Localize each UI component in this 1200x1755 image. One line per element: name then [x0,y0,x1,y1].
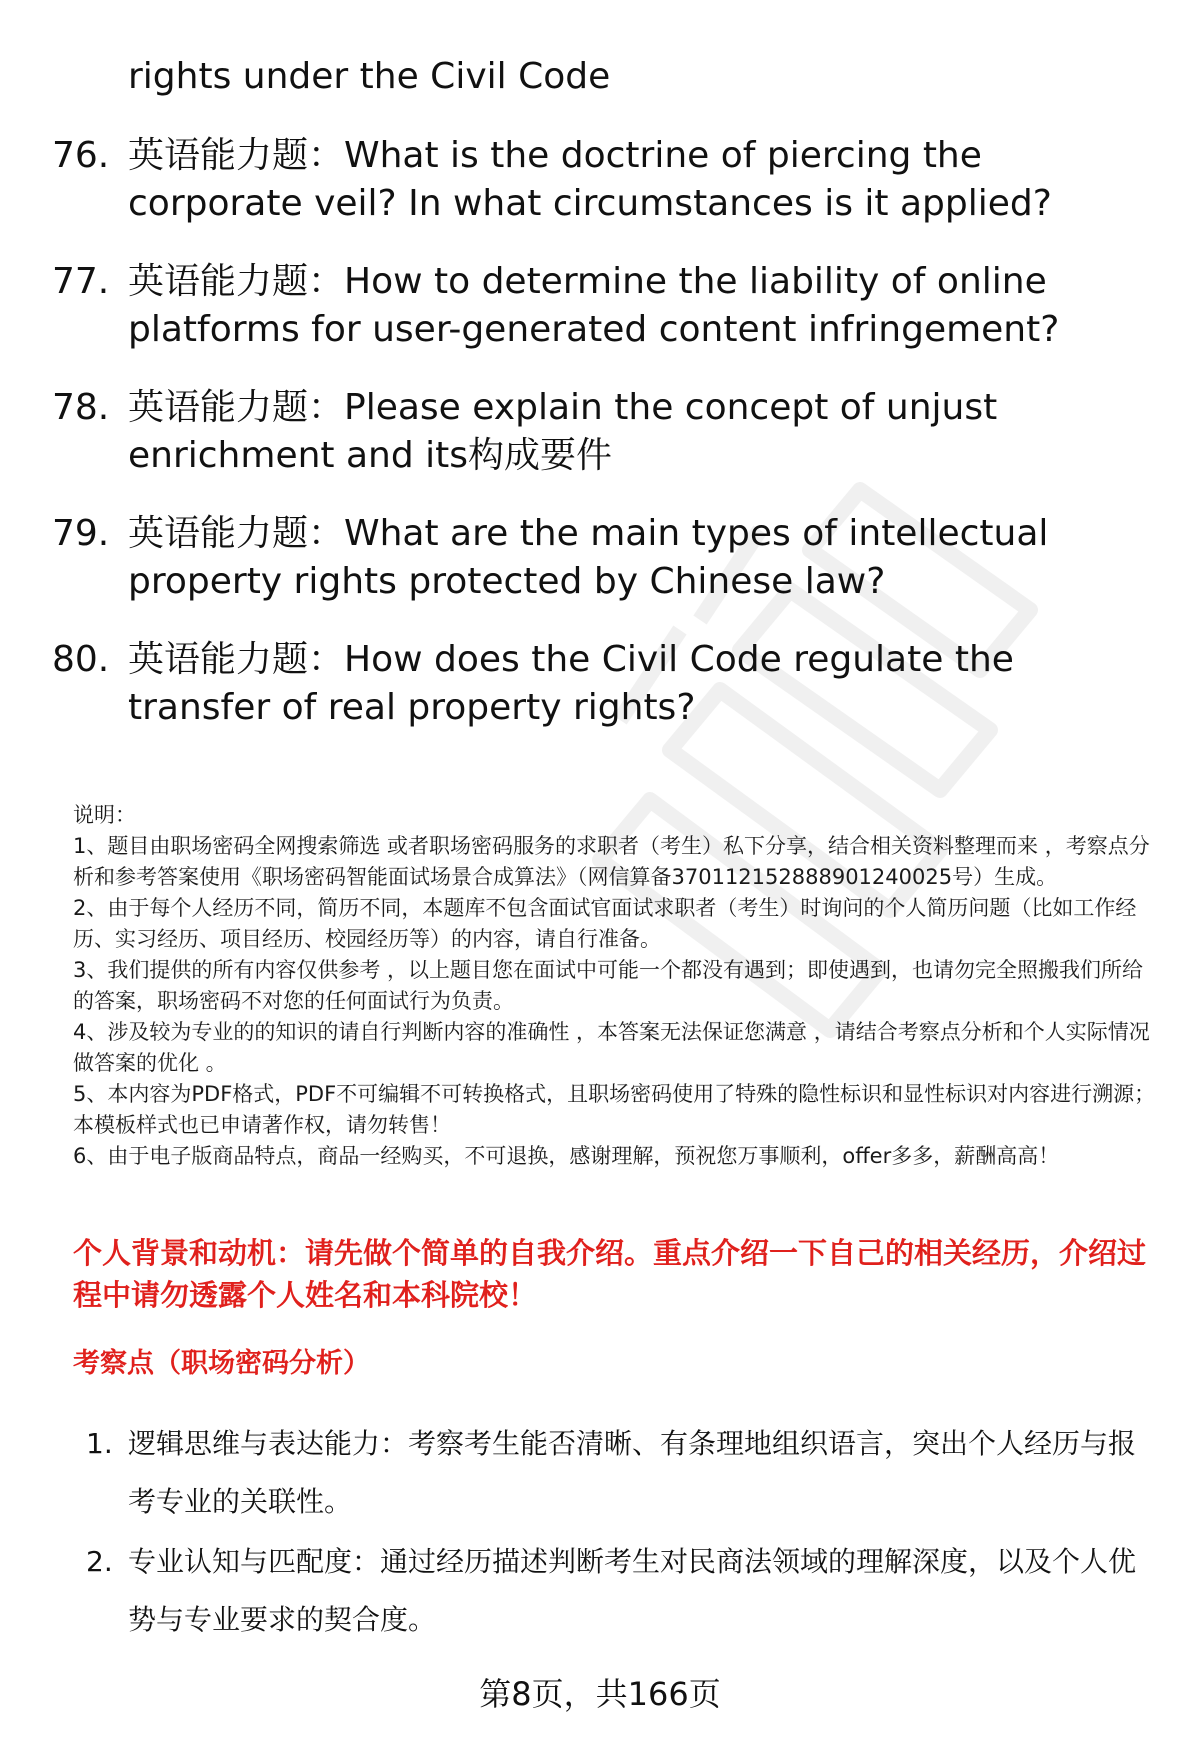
note-item: 1、题目由职场密码全网搜索筛选 或者职场密码服务的求职者（考生）私下分享，结合相关资料整理而来 ，考察点分析和参考答案使用《职场密码智能面试场景合成算法》（网信算备370112152888901240025号）生成。 [73,834,1150,889]
question-item [0,258,1200,354]
question-number: 76. [52,135,110,176]
question-text: 英语能力题：Please explain the concept of unjust enrichment and its构成要件 [128,387,998,476]
section-subheading: 考察点（职场密码分析） [73,1348,370,1379]
question-text: 英语能力题：What are the main types of intellectual property rights protected by Chinese law? [128,513,1049,602]
point-number: 2. [86,1545,113,1578]
note-item: 5、本内容为PDF格式，PDF不可编辑不可转换格式，且职场密码使用了特殊的隐性标识和显性标识对内容进行溯源；本模板样式也已申请著作权，请勿转售！ [73,1082,1156,1137]
analysis-points [0,1415,1200,1651]
question-number: 77. [52,261,110,302]
point-number: 1. [86,1427,113,1460]
notes-section [73,800,1158,1172]
question-item [0,636,1200,732]
point-text: 专业认知与匹配度：通过经历描述判断考生对民商法领域的理解深度，以及个人优势与专业要求的契合度。 [128,1545,1137,1636]
point-text: 逻辑思维与表达能力：考察考生能否清晰、有条理地组织语言，突出个人经历与报考专业的关联性。 [128,1427,1137,1518]
question-list [0,52,1200,732]
question-number: 78. [52,387,110,428]
section-heading: 个人背景和动机：请先做个简单的自我介绍。重点介绍一下自己的相关经历，介绍过程中请勿透露个人姓名和本科院校！ [73,1236,1147,1312]
question-item [0,510,1200,606]
note-item: 4、涉及较为专业的的知识的请自行判断内容的准确性 ，本答案无法保证您满意 ，请结合考察点分析和个人实际情况做答案的优化 。 [73,1020,1150,1075]
question-text: 英语能力题：How does the Civil Code regulate the transfer of real property rights? [128,639,1014,728]
note-item: 6、由于电子版商品特点，商品一经购买，不可退换，感谢理解，预祝您万事顺利，offer多多，薪酬高高！ [73,1144,1060,1168]
question-number: 79. [52,513,110,554]
notes-title: 说明： [73,803,136,827]
question-item [0,384,1200,480]
note-item: 3、我们提供的所有内容仅供参考 ，以上题目您在面试中可能一个都没有遇到；即使遇到，也请勿完全照搬我们所给的答案，职场密码不对您的任何面试行为负责。 [73,958,1144,1013]
question-continuation: rights under the Civil Code [128,56,611,97]
note-item: 2、由于每个人经历不同，简历不同，本题库不包含面试官面试求职者（考生）时询问的个人简历问题（比如工作经历、实习经历、项目经历、校园经历等）的内容，请自行准备。 [73,896,1137,951]
analysis-point [0,1415,1200,1531]
question-text: 英语能力题：How to determine the liability of online platforms for user-generated content infringement? [128,261,1060,350]
question-text: 英语能力题：What is the doctrine of piercing the corporate veil? In what circumstances is it applied? [128,135,1052,224]
question-item [0,132,1200,228]
analysis-point [0,1533,1200,1649]
page-number-footer: 第8页，共166页 [479,1675,721,1713]
question-number: 80. [52,639,110,680]
